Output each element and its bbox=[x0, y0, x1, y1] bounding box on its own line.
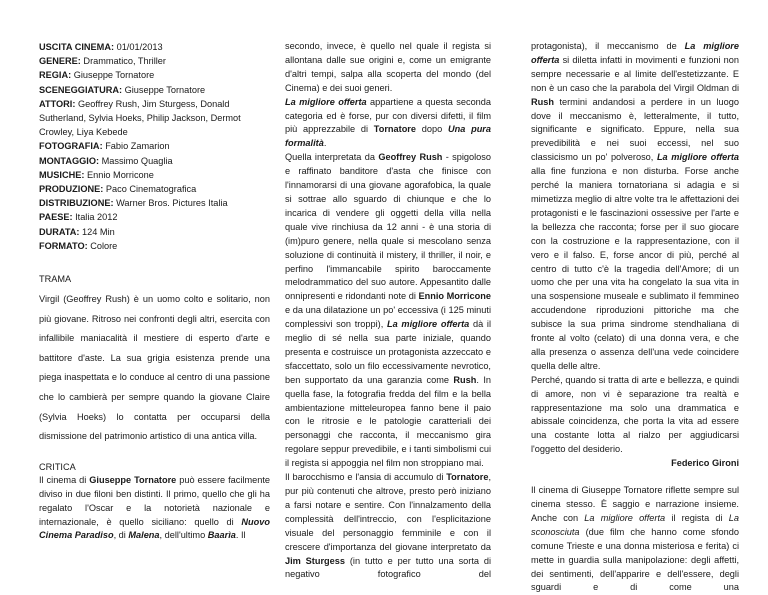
credit-label: PRODUZIONE: bbox=[39, 184, 104, 195]
credit-line bbox=[39, 225, 270, 239]
credit-line bbox=[39, 182, 270, 196]
credit-line bbox=[39, 54, 270, 68]
credit-label: REGIA: bbox=[39, 70, 72, 81]
credit-label: USCITA CINEMA: bbox=[39, 42, 115, 52]
critica-paragraph-4: Quella interpretata da Geoffrey Rush - spigoloso e raffinato banditore d'asta che finisce con l'innamorarsi di una giovane agorafobica, la quale si sottrae allo sguardo di chiunque e che lo incarica di vendere gli oggetti della villa nella quale vive rinchiusa da 12 anni - è una storia di (im)puro genere, nella quale si mescolano senza soluzione di continuità il mistery, il thriller, il noir, e perfino l'immancabile spirito baroccamente melodrammatico del suo autore. Appesantito dalle onnipresenti e ridondanti note di Ennio Morricone e da una dilatazione un po' eccessiva (i 125 minuti complessivi son troppi), La migliore offerta dà il meglio di sé nella sua parte iniziale, quando presenta e costruisce un protagonista azzeccato e sfaccettato, solo un filo eccessivamente nevrotico, ben supportato da una garanzia come Rush. In quella fase, la fotografia fredda del film e la bella ambientazione mitteleuropea fanno bene il paio con le ritrosie e le patologie caratteriali dei personaggi che racconta, il meccanismo gira regolare seppur prevedibile, e i tanti simbolismi cui il regista si appoggia nel film non stroppiano mai. bbox=[285, 152, 492, 469]
credit-label: SCENEGGIATURA: bbox=[39, 84, 123, 95]
critica-heading: CRITICA bbox=[39, 461, 76, 472]
credit-line bbox=[39, 83, 270, 97]
credit-value: Giuseppe Tornatore bbox=[71, 70, 155, 81]
credit-line bbox=[39, 154, 270, 168]
credit-value: Fabio Zamarion bbox=[102, 141, 170, 152]
credit-label: MUSICHE: bbox=[39, 169, 85, 180]
credit-label: ATTORI: bbox=[39, 98, 76, 109]
critica-paragraph-6: protagonista), il meccanismo de La migliore offerta si diletta infatti in movimenti e funzioni non sempre necessarie e al limite dell'estetizzante. E non è un caso che la parabola del Virgil Oldman di Rush termini andandosi a perdere in un luogo dove il meccanismo è, letteralmente, il tutto, significante e significato. Eppure, nella sua prevedibilità e nei suoi eccessi, nel suo classicismo un po' polveroso, La migliore offerta alla fine funziona e non disturba. Forse anche perché la maniera tornatoriana si adagia e si mimetizza meglio di altre volte tra le affettazioni dei protagonisti e le fascinazioni ossessive per l'arte e la bellezza che racconta; forse per il suo giocare con la costruzione e la rappresentazione, con il vero e il falso. E, forse ancor di più, perché al centro di tutto c'è la tragedia dell'Amore; di un uomo che per una vita ha congelato la sua vita in una sospensione museale e sublimato il femmineo accudendone riproduzioni pittoriche ma che subisce la sua prima sindrome stendhaliana di fronte al volto (celato) di una donna vera, e che alla presenza o assenza dell'una vede coincidere quella delle altre. bbox=[531, 41, 740, 371]
credit-value: Paco Cinematografica bbox=[103, 184, 197, 195]
trama-text: Virgil (Geoffrey Rush) è un uomo colto e solitario, non più giovane. Ritroso nei confronti degli altri, esercita con infallibile maniacalità il mestiere di esperto d'arte e battitore d'aste. La sua grigia esistenza prende una piega inaspettata e lo conduce al centro di una passione che lo cambierà per sempre quando la giovane Claire (Sylvia Hoeks) lo contatta per occuparsi della dismissione del patrimonio artistico di una antica villa. bbox=[39, 294, 270, 442]
credit-value: Giuseppe Tornatore bbox=[122, 84, 206, 95]
credit-line bbox=[39, 210, 270, 224]
credit-label: MONTAGGIO: bbox=[39, 155, 100, 166]
credit-line bbox=[39, 111, 270, 125]
author-signature: Federico Gironi bbox=[671, 458, 739, 469]
credit-label: PAESE: bbox=[39, 212, 73, 223]
critica-paragraph-3: La migliore offerta appartiene a questa seconda categoria ed è forse, pur con diversi difetti, il film più apprezzabile di Tornatore dopo Una pura formalità. bbox=[285, 96, 492, 149]
credit-value: Warner Bros. Pictures Italia bbox=[113, 198, 228, 209]
column-middle bbox=[285, 40, 491, 582]
credit-value: Colore bbox=[87, 240, 118, 251]
credit-line bbox=[39, 139, 270, 153]
critica-paragraph: Il cinema di Giuseppe Tornatore può essere facilmente diviso in due filoni ben distinti. Il primo, quello che gli ha regalato l'Oscar e la notorietà nazionale e internazionale, è quello siciliano: quello di Nuovo Cinema Paradiso, di Malena, dell'ultimo Baarìa. Il bbox=[39, 474, 270, 541]
credit-value: Ennio Morricone bbox=[84, 169, 154, 180]
critica-paragraph-5: Il barocchismo e l'ansia di accumulo di Tornatore, pur più contenuti che altrove, presto però iniziano a farsi notare e sentire. Con l'innalzamento della complessità dell'intreccio, con l'esplicitazione visuale del personaggio femminile e con il crescere d'importanza del giovane interpretato da Jim Sturgess (in tutto e per tutto una sorta di negativo fotografico del bbox=[285, 472, 491, 580]
credit-value: 124 Min bbox=[79, 226, 115, 237]
credit-line bbox=[39, 125, 270, 139]
credit-value: Drammatico, Thriller bbox=[80, 56, 166, 67]
credit-line bbox=[39, 68, 270, 82]
credit-label: FOTOGRAFIA: bbox=[39, 141, 103, 152]
credit-line bbox=[39, 40, 270, 54]
credit-label: DISTRIBUZIONE: bbox=[39, 198, 114, 209]
trama-heading: TRAMA bbox=[39, 274, 72, 285]
credit-label: GENERE: bbox=[39, 56, 81, 67]
critica-paragraph-7: Perché, quando si tratta di arte e bellezza, e quindi di amore, non vi è separazione tra realtà e rappresentazione ma solo una drammatica e abissale coincidenza, che porta la vita ad essere una costante lotta al rialzo per aggiudicarsi l'oggetto del desiderio. bbox=[531, 374, 739, 455]
credit-line bbox=[39, 239, 270, 253]
critica-paragraph-2: secondo, invece, è quello nel quale il regista si allontana dalle sue origini e, come un emigrante d'altri tempi, salpa alla scoperta del mondo (del Cinema) e dei suoi generi. bbox=[285, 41, 491, 93]
film-credits bbox=[39, 40, 270, 253]
credit-label: FORMATO: bbox=[39, 240, 88, 251]
credit-value: 01/01/2013 bbox=[114, 42, 163, 52]
credit-value: Crowley, Liya Kebede bbox=[39, 127, 128, 138]
credit-value: Italia 2012 bbox=[72, 212, 118, 223]
column-left bbox=[39, 40, 270, 543]
critica-paragraph-8: Il cinema di Giuseppe Tornatore riflette sempre sul cinema stesso. È saggio e narrazione insieme. Anche con La migliore offerta il regista di La sconosciuta (due film che hanno come sfondo comune Trieste e una donna misteriosa e ferita) ci mette in guardia sulla manipolazione: degli affetti, dei sentimenti, dell'apparire e dell'essere, degli sguardi e di come una bbox=[531, 485, 739, 593]
credit-line bbox=[39, 97, 270, 111]
credit-label: DURATA: bbox=[39, 226, 80, 237]
credit-line bbox=[39, 196, 270, 210]
credit-value: Sutherland, Sylvia Hoeks, Philip Jackson, Dermot bbox=[39, 113, 241, 124]
credit-line bbox=[39, 168, 270, 182]
column-right bbox=[531, 40, 739, 595]
credit-value: Massimo Quaglia bbox=[99, 155, 173, 166]
credit-value: Geoffrey Rush, Jim Sturgess, Donald bbox=[75, 98, 230, 109]
